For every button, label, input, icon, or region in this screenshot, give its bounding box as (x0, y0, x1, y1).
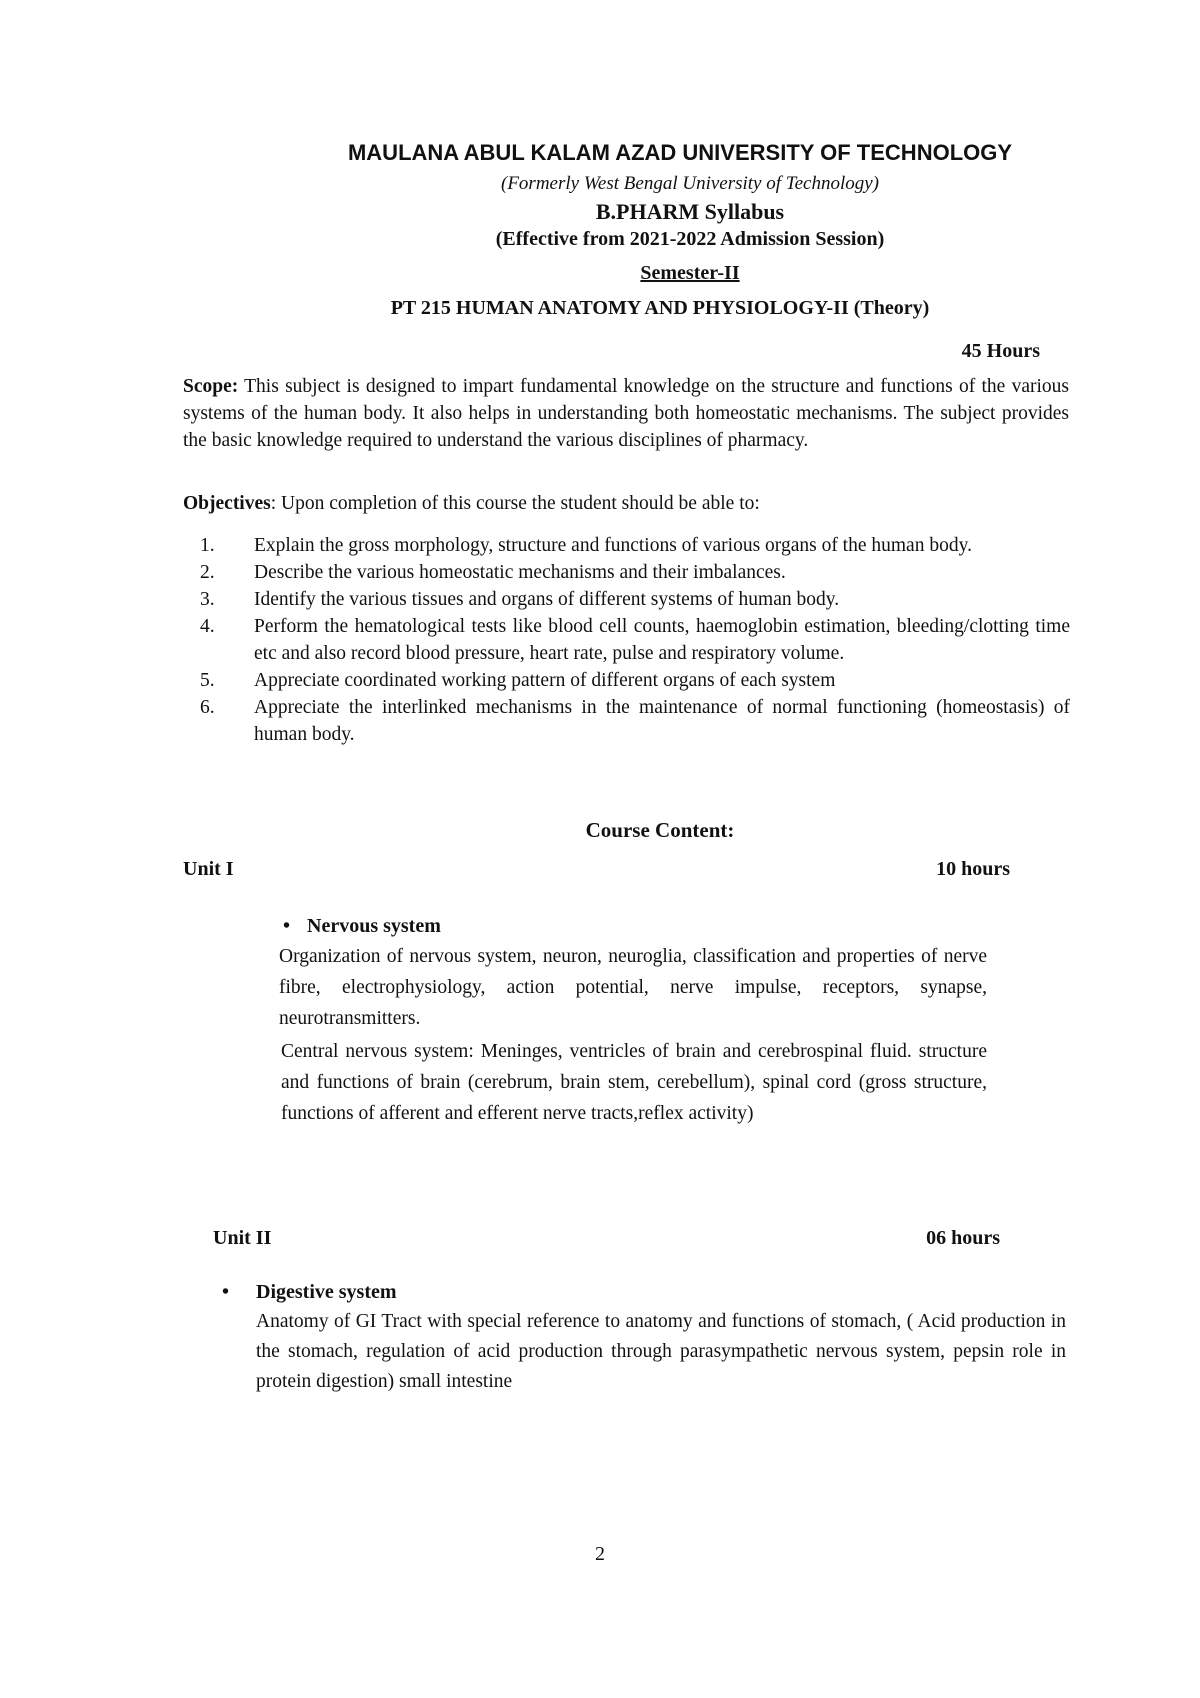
unit-1-hours: 10 hours (936, 858, 1010, 880)
former-name: (Formerly West Bengal University of Technology) (501, 173, 879, 194)
item-number: 6. (200, 697, 215, 718)
total-hours: 45 Hours (961, 340, 1040, 362)
item-text: Appreciate the interlinked mechanisms in the maintenance of normal functioning (homeostasis) of human body. (254, 697, 1070, 745)
unit-1-paragraph-2: Central nervous system: Meninges, ventricles of brain and cerebrospinal fluid. structure and functions of brain (cerebrum, brain stem, cerebellum), spinal cord (gross structure, functions of afferent and efferent nerve tracts,reflex activity) (281, 1041, 987, 1124)
list-item (200, 559, 1070, 586)
scope-text: This subject is designed to impart fundamental knowledge on the structure and functions of the various systems of the human body. It also helps in understanding both homeostatic mechanisms. The subject provides the basic knowledge required to understand the various disciplines of pharmacy. (183, 376, 1069, 451)
page-number: 2 (595, 1543, 605, 1565)
item-number: 4. (200, 616, 215, 637)
unit-1-paragraph-1: Organization of nervous system, neuron, neuroglia, classification and properties of nerve fibre, electrophysiology, action potential, nerve impulse, receptors, synapse, neurotransmitters. (279, 946, 987, 1029)
unit-2-topic-text: Digestive system (256, 1281, 397, 1303)
bullet-icon: • (283, 915, 291, 937)
bullet-icon: • (222, 1281, 230, 1303)
item-text: Explain the gross morphology, structure and functions of various organs of the human body. (254, 535, 972, 556)
university-name: MAULANA ABUL KALAM AZAD UNIVERSITY OF TECHNOLOGY (347, 140, 1013, 165)
effective-session: (Effective from 2021-2022 Admission Session) (495, 228, 885, 250)
unit-1-topic (283, 915, 441, 938)
item-number: 5. (200, 670, 215, 691)
unit-1-topic-text: Nervous system (307, 915, 441, 937)
unit-2-hours: 06 hours (926, 1227, 1000, 1249)
course-title: PT 215 HUMAN ANATOMY AND PHYSIOLOGY-II (Theory) (390, 297, 930, 319)
semester-heading: Semester-II (640, 262, 740, 284)
unit-2-topic (222, 1281, 397, 1304)
list-item (200, 694, 1070, 748)
objectives-label: Objectives (183, 493, 271, 514)
unit-2-label: Unit II (213, 1227, 272, 1249)
item-number: 2. (200, 562, 215, 583)
unit-2-paragraph-1: Anatomy of GI Tract with special reference to anatomy and functions of stomach, ( Acid production in the stomach, regulation of acid production through parasympathetic nervous system, pepsin role in protein digestion) small intestine (256, 1311, 1066, 1392)
objectives-list (200, 532, 1070, 748)
objectives-text: : Upon completion of this course the student should be able to: (270, 493, 760, 514)
unit-1-label: Unit I (183, 858, 234, 880)
scope-label: Scope: (183, 376, 239, 397)
scope-paragraph (183, 373, 1069, 454)
list-item (200, 532, 1070, 559)
item-text: Identify the various tissues and organs of different systems of human body. (254, 589, 840, 610)
item-number: 3. (200, 589, 215, 610)
list-item (200, 586, 1070, 613)
item-number: 1. (200, 535, 215, 556)
objectives-intro (183, 493, 760, 515)
item-text: Perform the hematological tests like blood cell counts, haemoglobin estimation, bleeding/clotting time etc and also record blood pressure, heart rate, pulse and respiratory volume. (254, 616, 1070, 664)
list-item (200, 667, 1070, 694)
item-text: Describe the various homeostatic mechanisms and their imbalances. (254, 562, 786, 583)
course-content-heading: Course Content: (585, 818, 735, 842)
list-item (200, 613, 1070, 667)
syllabus-title: B.PHARM Syllabus (595, 199, 785, 224)
item-text: Appreciate coordinated working pattern of different organs of each system (254, 670, 836, 691)
